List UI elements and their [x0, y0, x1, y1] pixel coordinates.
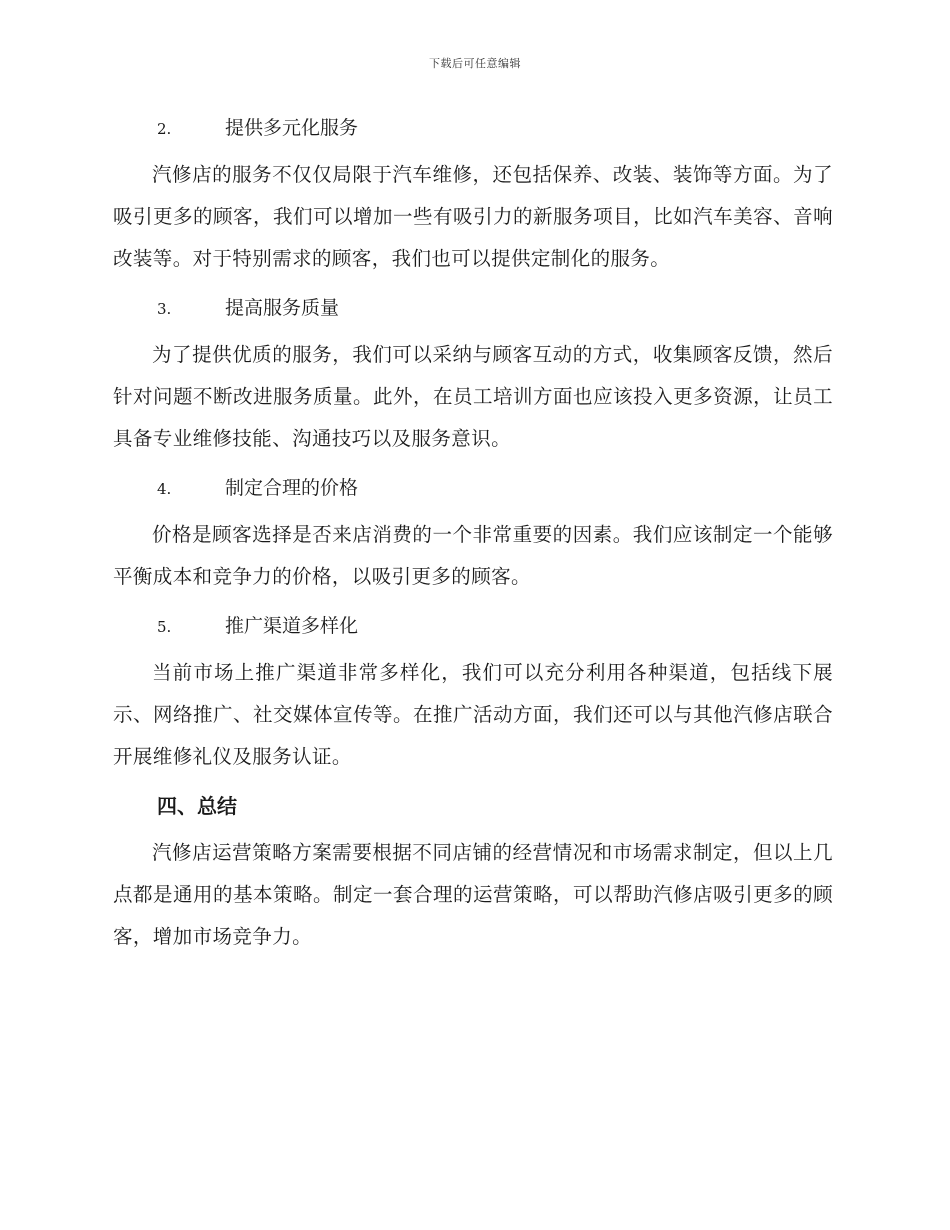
item-number: 3. — [157, 300, 172, 318]
item-paragraph-5: 当前市场上推广渠道非常多样化，我们可以充分利用各种渠道，包括线下展示、网络推广、社交媒体宣传等。在推广活动方面，我们还可以与其他汽修店联合开展维修礼仪及服务认证。 — [113, 661, 833, 768]
item-heading-2 — [157, 108, 833, 148]
document-body — [113, 108, 833, 966]
item-heading-3 — [157, 288, 833, 328]
item-paragraph-2: 汽修店的服务不仅仅局限于汽车维修，还包括保养、改装、装饰等方面。为了吸引更多的顾客，我们可以增加一些有吸引力的新服务项目，比如汽车美容、音响改装等。对于特别需求的顾客，我们也可以提供定制化的服务。 — [113, 163, 833, 270]
item-title: 提高服务质量 — [225, 297, 340, 319]
item-paragraph-4: 价格是顾客选择是否来店消费的一个非常重要的因素。我们应该制定一个能够平衡成本和竞争力的价格，以吸引更多的顾客。 — [113, 523, 833, 588]
item-title: 制定合理的价格 — [225, 477, 359, 499]
item-number: 4. — [157, 480, 172, 498]
item-heading-5 — [157, 606, 833, 646]
header-note: 下载后可任意编辑 — [429, 57, 521, 70]
item-number: 5. — [157, 618, 172, 636]
item-title: 推广渠道多样化 — [225, 615, 359, 637]
item-number: 2. — [157, 120, 172, 138]
item-heading-4 — [157, 468, 833, 508]
summary-paragraph: 汽修店运营策略方案需要根据不同店铺的经营情况和市场需求制定，但以上几点都是通用的基本策略。制定一套合理的运营策略，可以帮助汽修店吸引更多的顾客，增加市场竞争力。 — [113, 841, 833, 948]
summary-heading: 四、总结 — [157, 794, 237, 818]
item-title: 提供多元化服务 — [225, 117, 359, 139]
item-paragraph-3: 为了提供优质的服务，我们可以采纳与顾客互动的方式，收集顾客反馈，然后针对问题不断改进服务质量。此外，在员工培训方面也应该投入更多资源，让员工具备专业维修技能、沟通技巧以及服务意识。 — [113, 343, 833, 450]
